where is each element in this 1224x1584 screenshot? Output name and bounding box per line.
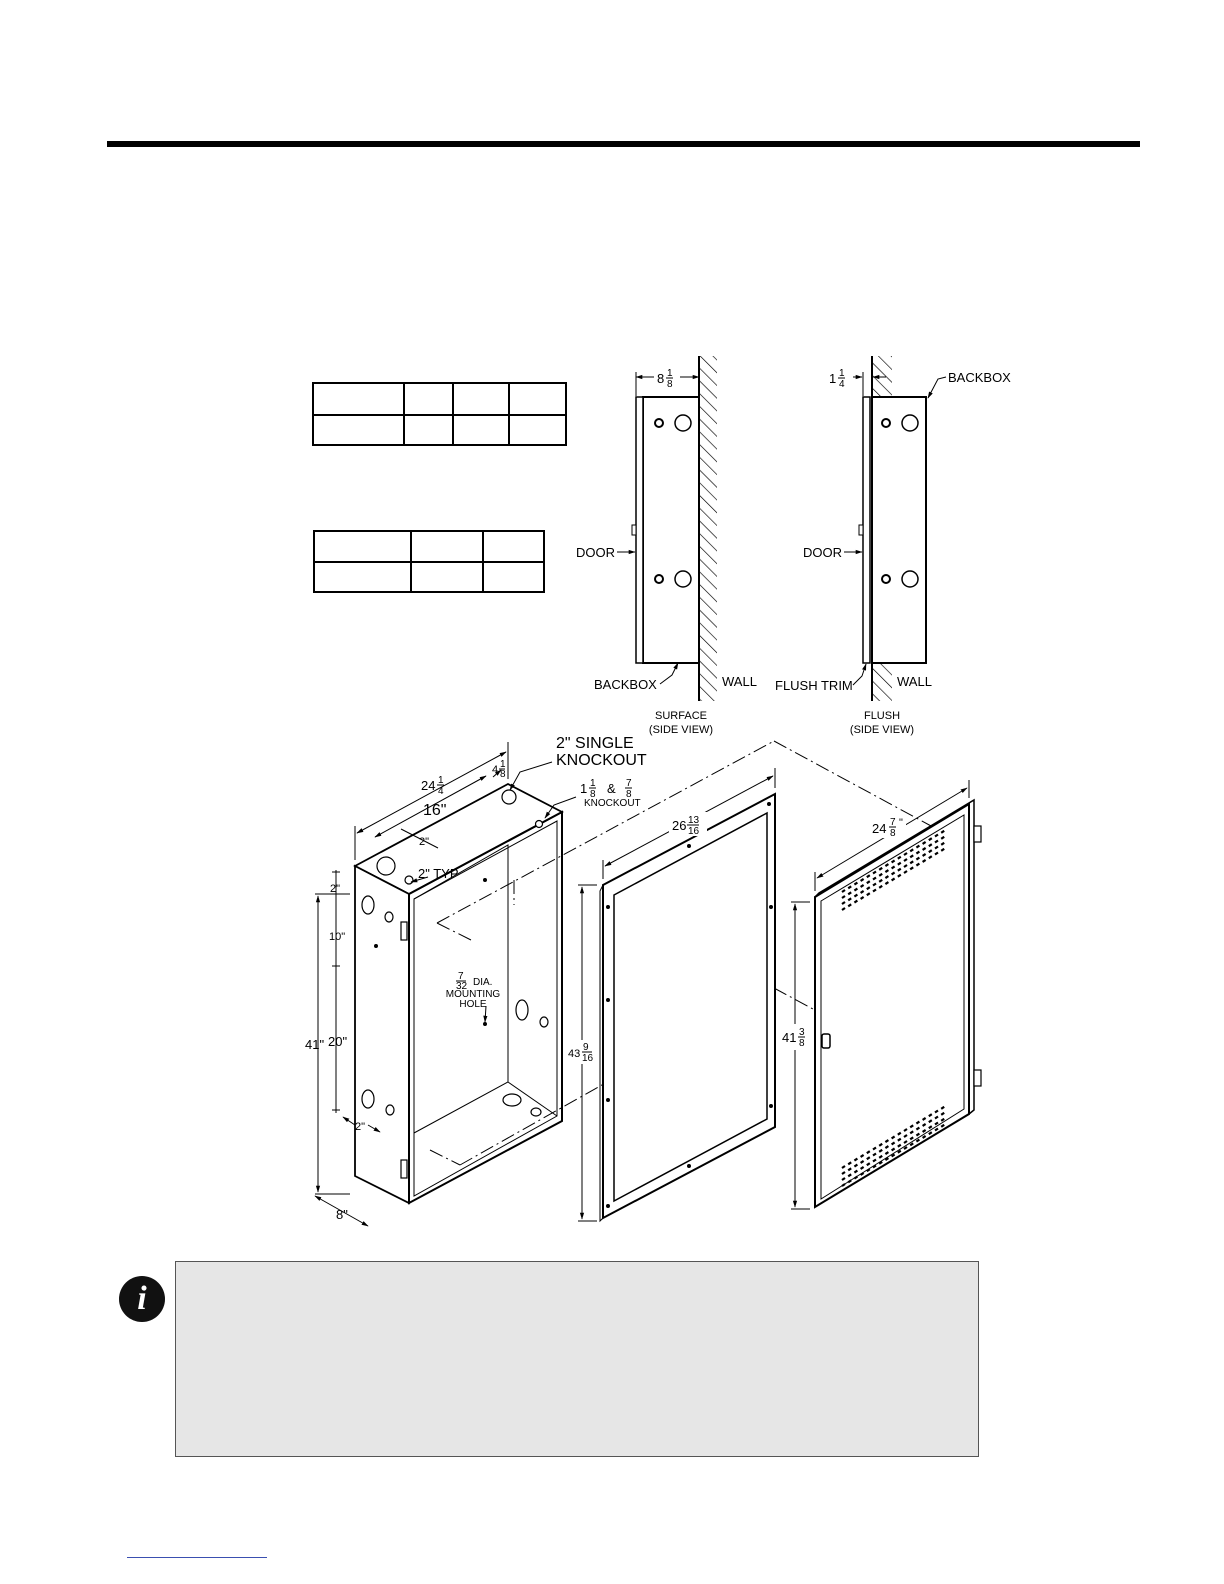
backbox-label: BACKBOX: [948, 370, 1011, 385]
knockout-bottom: [503, 1094, 521, 1106]
projection-line: [430, 1150, 460, 1165]
single-ko-line1: 2" SINGLE: [556, 735, 634, 752]
door-width-denominator: 8: [890, 828, 896, 839]
backbox-side-face: [355, 866, 409, 1203]
note-box: [175, 1261, 979, 1457]
trim-width-whole: 26: [672, 818, 687, 833]
flush-trim-label: FLUSH TRIM: [775, 678, 853, 693]
door-height-whole: 41: [782, 1030, 797, 1045]
leader-line: [510, 762, 552, 790]
ko-pair-numerator-b: 7: [626, 778, 632, 789]
trim-width-denominator: 16: [688, 826, 700, 837]
depth-whole: 8: [657, 371, 665, 386]
knockout-large: [902, 571, 918, 587]
mounting-hole: [484, 1023, 487, 1026]
backbox-label: BACKBOX: [594, 677, 657, 692]
mounting-hole: [484, 879, 487, 882]
width-numerator: 1: [438, 775, 444, 786]
projection-line: [437, 923, 473, 941]
knockout-large: [902, 415, 918, 431]
door-latch: [632, 525, 636, 535]
door-width-whole: 24: [872, 821, 887, 836]
trim-screw-hole: [607, 1099, 610, 1102]
ko-pair-whole: 1: [580, 781, 588, 796]
depth-numerator: 1: [839, 368, 845, 379]
mount-line2: MOUNTING: [445, 989, 501, 1000]
ko-pair-numerator: 1: [590, 778, 596, 789]
width-whole: 24: [421, 778, 436, 793]
dimension-line: [343, 1117, 355, 1125]
seg2-label: 20": [328, 1034, 348, 1049]
knockout-small: [405, 876, 413, 884]
knockout-side: [362, 1090, 374, 1108]
wall-hatch: [699, 356, 717, 701]
trim-width-numerator: 13: [688, 815, 700, 826]
hinge-bracket: [401, 1160, 407, 1178]
single-ko-line2: KNOCKOUT: [556, 752, 647, 769]
depth-denominator: 4: [839, 379, 845, 390]
knockout-back: [540, 1017, 548, 1027]
door-height-denominator: 8: [799, 1038, 805, 1049]
hinge: [974, 826, 981, 842]
knockout-side: [362, 896, 374, 914]
ko-spacing-label: 2": [419, 836, 430, 848]
bottom-offset-label: 2": [355, 1121, 366, 1133]
caption-line1: SURFACE: [655, 710, 707, 722]
knockout-large: [675, 571, 691, 587]
ko-pair-label: KNOCKOUT: [584, 798, 641, 809]
hinge: [974, 1070, 981, 1086]
width-denominator: 4: [438, 786, 444, 797]
trim-height-whole: 43: [568, 1048, 581, 1060]
trim-screw-hole: [607, 999, 610, 1002]
knockout-back: [516, 1000, 528, 1020]
trim-screw-hole: [688, 1165, 691, 1168]
trim-height-numerator: 9: [583, 1042, 589, 1053]
mount-denominator: 32: [456, 981, 468, 992]
door-outline: [636, 397, 643, 663]
top-offset-label: 2": [330, 883, 341, 895]
leader-line: [660, 663, 678, 684]
mount-numerator: 7: [458, 971, 464, 982]
mounting-hole: [375, 945, 378, 948]
leader-line: [853, 664, 866, 685]
wall-label: WALL: [722, 674, 757, 689]
trim-screw-hole: [770, 906, 773, 909]
projection-line: [774, 741, 944, 833]
seg1-label: 10": [329, 931, 346, 943]
trim-screw-hole: [607, 906, 610, 909]
door-width-numerator: 7: [890, 817, 896, 828]
inch-mark: ": [899, 817, 903, 829]
knockout-small: [655, 419, 663, 427]
door-outer: [815, 804, 969, 1207]
knockout-side: [386, 1105, 394, 1115]
wall-label: WALL: [897, 674, 932, 689]
footer-link-underline: [127, 1557, 267, 1558]
door-label: DOOR: [803, 545, 842, 560]
ko-typ-label: 2" TYP: [418, 866, 459, 881]
mount-dia: DIA.: [473, 977, 493, 988]
trim-screw-hole: [770, 1105, 773, 1108]
ko-pair-amp: &: [607, 781, 616, 796]
backbox-outline: [872, 397, 926, 663]
knockout-small: [655, 575, 663, 583]
ko-pair-denominator: 8: [590, 789, 596, 800]
knockout-small: [882, 419, 890, 427]
offset-denominator: 8: [500, 769, 506, 780]
trim-screw-hole: [607, 1205, 610, 1208]
knockout-small: [882, 575, 890, 583]
caption-line2: (SIDE VIEW): [849, 724, 915, 736]
knockout-small: [536, 821, 543, 828]
depth-denominator: 8: [667, 379, 673, 390]
offset-numerator: 1: [500, 759, 506, 770]
knockout-side: [385, 912, 393, 922]
height-label: 41": [305, 1037, 325, 1052]
door-lock: [822, 1034, 830, 1048]
trim-screw-hole: [688, 845, 691, 848]
flush-trim-ring: [600, 794, 775, 1221]
hinge-bracket: [401, 922, 407, 940]
knockout-bottom: [531, 1108, 541, 1116]
knockout-large: [675, 415, 691, 431]
leader-line: [928, 377, 946, 398]
ko-pair-denominator-b: 8: [626, 789, 632, 800]
depth-whole: 1: [829, 371, 837, 386]
door-height-numerator: 3: [799, 1027, 805, 1038]
knockout-2in: [502, 790, 516, 804]
door-latch: [859, 525, 863, 535]
depth-numerator: 1: [667, 368, 673, 379]
surface-side-view: [576, 356, 757, 736]
inner-width-label: 16": [423, 802, 447, 819]
caption-line2: (SIDE VIEW): [648, 724, 714, 736]
trim-screw-hole: [768, 803, 771, 806]
caption-line1: FLUSH: [863, 710, 901, 722]
trim-height-denominator: 16: [582, 1053, 594, 1064]
flush-trim: [863, 397, 870, 663]
backbox-outline: [643, 397, 699, 663]
flush-side-view: [775, 356, 1011, 736]
mount-line3: HOLE: [459, 999, 487, 1010]
depth-label: 8": [336, 1207, 348, 1222]
knockout-2in: [377, 857, 395, 875]
info-icon: i: [119, 1276, 165, 1322]
door-label: DOOR: [576, 545, 615, 560]
offset-whole: 4: [492, 764, 499, 776]
